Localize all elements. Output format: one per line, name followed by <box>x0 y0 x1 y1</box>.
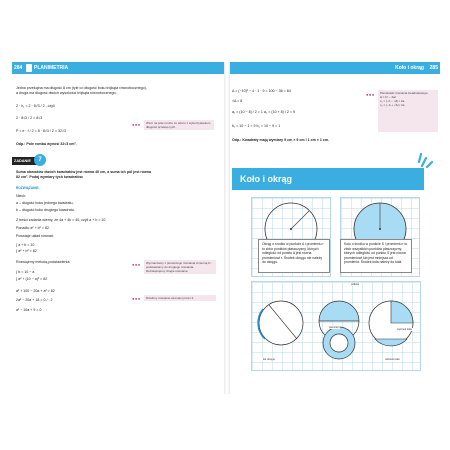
text-line: a – długość boku jednego kwadratu, <box>16 201 74 205</box>
circle-definition: Okrąg o środku w punkcie A i promieniu r to zbiór punktów płaszczyzny, których odległość od punktu A jest równa promieniowi r. Środek okręgu nie należy do okręgu. <box>258 239 330 273</box>
equation-line: { a² + (10 − a)² = 82 <box>16 277 48 281</box>
margin-note: Wzór na pole rombu ze wzoru z wykorzystaniem długości przekąt-nych. <box>144 120 214 130</box>
right-header <box>230 62 440 74</box>
text-line: Powstaje układ równań: <box>16 234 54 238</box>
task-heading <box>12 156 52 166</box>
label-segment: odcinek koła <box>385 358 400 361</box>
label-arc: łuk okręgu <box>263 358 275 361</box>
equation-line: { a + b = 10 <box>16 243 35 247</box>
note-dots-icon: ●●● <box>132 296 141 301</box>
left-page <box>12 62 224 394</box>
equation-line: a² + 100 − 20a + a² = 82 <box>16 289 55 293</box>
text-line: Niech: <box>16 194 27 198</box>
answer-line: Odp.: Kwadraty mają wymiary 9 cm × 9 cm i 1 cm × 1 cm. <box>232 138 330 142</box>
left-section-title: PLANIMETRIA <box>34 65 69 71</box>
formula-line: 2 · h₁ = 2 · 8√3 / 2 , czyli <box>16 104 55 108</box>
note-dots-icon: ●●● <box>132 262 141 267</box>
formula-line: P = e · f / 2 = 8 · 8√3 / 2 = 32√3 <box>16 129 66 133</box>
formula-note <box>378 90 438 132</box>
section-banner: Koło i okrąg <box>232 168 424 190</box>
formula-note-line: Δ = b² − 4ac <box>380 95 397 99</box>
task-label: ZADANIE <box>12 157 42 165</box>
text-line: Ponadto a² + b² = 82. <box>16 226 50 230</box>
formula-note-title: Pierwiastki równania kwadratowego. <box>380 91 429 95</box>
solution-label: ROZWIĄZANIE: <box>16 186 40 190</box>
task-text: Suma obwodów dwóch kwadratów jest równa 40 cm, a suma ich pól jest równa <box>16 170 151 174</box>
margin-note: Wyznaczamy z pierwszego równania zmienną b i podstawiamy do drugiego równania. Rozwiązujemy drugie równanie. <box>144 260 216 274</box>
disk-definition: Koło o środku w punkcie S i promieniu r to zbiór wszystkich punktów płaszczyzny, których odległość od punktu S jest równa promieniowi lub jest mniejsza od promienia. Środek koła należy do koła. <box>340 239 412 273</box>
equation-line: a² − 10a + 9 = 0 <box>16 308 42 312</box>
sparkle-icon <box>418 152 434 168</box>
formula-line: √Δ = 8 <box>232 99 243 103</box>
text-line: Rozwiążmy metodą podstawienia: <box>16 260 71 264</box>
left-header <box>12 62 224 74</box>
formula-line: Δ = (−10)² − 4 · 1 · 9 = 100 − 36 = 64 <box>232 89 291 93</box>
note-dots-icon: ●●● <box>366 92 375 97</box>
text-line: a druga ma długość dwóch wysokości trójkąta równobocznego: <box>16 91 117 95</box>
text-line: b – długość boku drugiego kwadratu. <box>16 208 75 212</box>
equation-line: 2a² − 20a + 18 = 0 / : 2 <box>16 298 53 302</box>
right-page-number: 285 <box>429 65 438 71</box>
label-ring: pierścień <box>329 326 340 329</box>
left-page-number: 284 <box>14 65 23 71</box>
answer-line: Odp.: Pole rombu wynosi 32√3 cm². <box>16 142 77 146</box>
task-text: 82 cm². Podaj wymiary tych kwadratów. <box>16 175 84 179</box>
equation-line: { b = 10 − a <box>16 270 35 274</box>
margin-note: Dzielimy równanie stronami przez 2. <box>144 295 216 301</box>
text-line: Z treści zadania wiemy, że 4a + 4b = 40, czyli a + b = 10. <box>16 218 107 222</box>
label-semicircle: półkole <box>351 283 360 286</box>
bookmark-icon <box>26 64 32 72</box>
formula-line: 2 · 8√3 / 2 = 8√3 <box>16 116 43 120</box>
formula-line: b₁ = 10 − 1 = 9 b₂ = 10 − 9 = 1 <box>232 124 281 128</box>
formula-note-line: x₂ = (−b + √Δ) / 2a <box>380 103 405 107</box>
note-dots-icon: ●●● <box>132 122 141 127</box>
formula-line: a₁ = (10 − 8) / 2 = 1 a₂ = (10 + 8) / 2 = 9 <box>232 110 295 114</box>
formula-note-line: x₁ = (−b − √Δ) / 2a <box>380 99 405 103</box>
text-line: Jedna przekątna ma długość 8 cm (tyle co długość boku trójkąta równobocznego), <box>16 86 147 90</box>
task-number: 7 <box>34 154 46 166</box>
equation-line: { a² + b² = 82 <box>16 249 37 253</box>
label-sector: wycinek koła <box>397 328 412 331</box>
right-section-title: Koło i okrąg <box>395 65 424 71</box>
